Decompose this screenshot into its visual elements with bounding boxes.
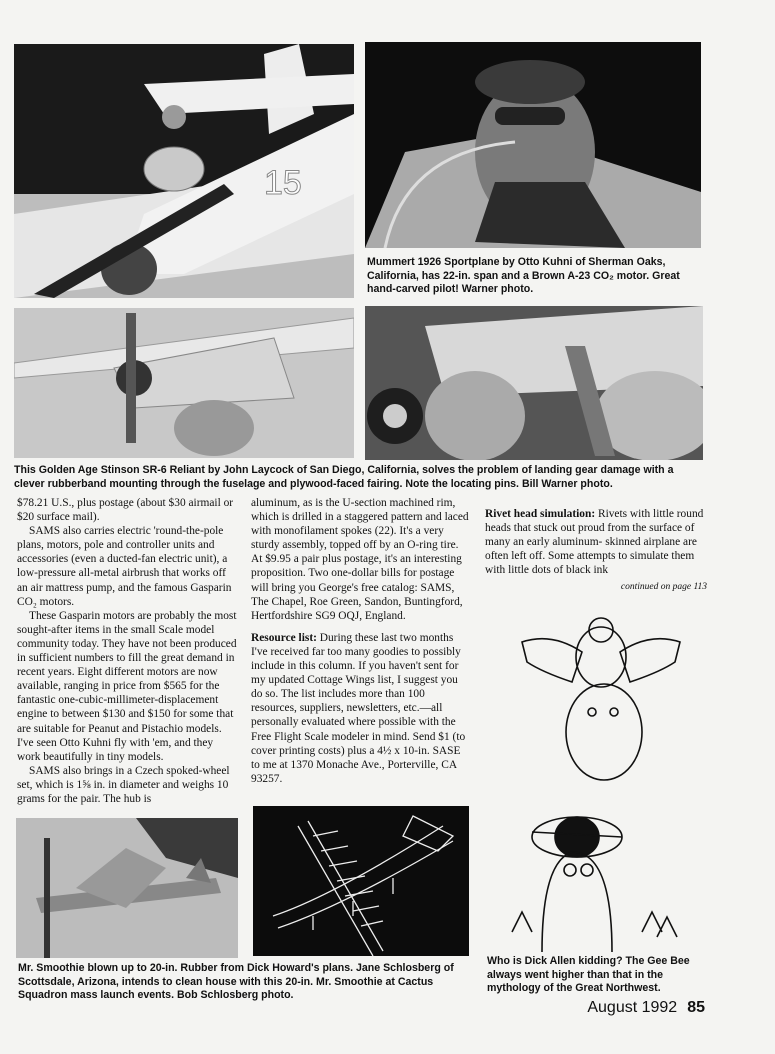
racer-number: 15 <box>264 164 302 202</box>
page-footer <box>587 999 705 1017</box>
photo-model-framework <box>253 806 469 956</box>
paragraph-heading: Resource list: <box>251 631 317 644</box>
caption-stinson: This Golden Age Stinson SR-6 Reliant by John Laycock of San Diego, California, solves the problem of landing gear damage with a clever rubberband mounting through the fuselage and plywood-faced fairing. Note the locating pins. Bill Warner photo. <box>14 464 674 490</box>
paragraph: SAMS also carries electric 'round-the-pole plans, motors, pole and controller units and accessories (even a ducted-fan electric unit), a low-pressure all-metal airbrush that works off an air mattress pump, and the famous Gasparin CO₂ motors. <box>17 525 232 608</box>
cartoon-gee-bee-totem <box>492 612 710 952</box>
text-column-3 <box>485 507 707 595</box>
caption-mummert: Mummert 1926 Sportplane by Otto Kuhni of Sherman Oaks, California, has 22-in. span and a Brown A-23 CO₂ motor. Great hand-carved pilot! Warner photo. <box>367 256 680 295</box>
page-number: 85 <box>687 999 705 1016</box>
caption-mr-smoothie: Mr. Smoothie blown up to 20-in. Rubber from Dick Howard's plans. Jane Schlosberg of Scottsdale, Arizona, intends to clean house with this 20-in. Mr. Smoothie at Cactus Squadron mass launch events. Bob Schlosberg photo. <box>18 962 454 1001</box>
paragraph-heading: Rivet head simulation: <box>485 508 596 520</box>
paragraph: SAMS also brings in a Czech spoked-wheel set, which is 1⅝ in. in diameter and weighs 10 grams for the pair. The hub is <box>17 764 230 805</box>
text-column-1 <box>17 496 239 806</box>
paragraph: These Gasparin motors are probably the most sought-after items in the small Scale model community today. They have not been produced in sufficient numbers to fill the great demand in recent years. Eight different motors are now available, ranging in price from $565 for the fantastic one-cubic-millimeter-displacement engine to between $130 and $150 for some that are suitable for Peanut and Pistachio models. I've seen Otto Kuhni fly with 'em, and they work beautifully in tiny models. <box>17 609 237 763</box>
photo-landing-gear-detail <box>365 306 703 460</box>
paragraph: Resource list: During these last two months I've received far too many goodies to possibly include in this column. If you haven't sent for my updated Cottage Wings list, I suggest you do so. The list includes more than 100 resources, suppliers, newsletters, etc.—all personally evaluated where possible with the Free Flight Scale modeler in mind. Send $1 (to cover printing costs) plus a 4½ x 10-in. SASE to me at 1370 Monache Ave., Porterville, CA 93257. <box>251 631 466 785</box>
continued-note: continued on page 113 <box>620 582 707 593</box>
photo-mr-smoothie <box>16 818 238 958</box>
photo-racer-model <box>14 44 354 298</box>
photo-stinson-model <box>14 308 354 458</box>
photo-pilot-closeup <box>365 42 701 248</box>
paragraph: Rivet head simulation: Rivets with little round heads that stuck out proud from the surface of many an early aluminum- skinned airplane are often left off. Some attempts to simulate them with little dots of black ink <box>485 508 704 577</box>
text-column-2 <box>251 496 471 786</box>
caption-gee-bee: Who is Dick Allen kidding? The Gee Bee always went higher than that in the mythology of the Great Northwest. <box>487 955 690 994</box>
paragraph: $78.21 U.S., plus postage (about $30 airmail or $20 surface mail). <box>17 497 234 524</box>
issue-date: August 1992 <box>587 999 678 1016</box>
paragraph: aluminum, as is the U-section machined rim, which is drilled in a staggered pattern and laced with monofilament spokes (22). It's a very sturdy assembly, topped off by an O-ring tire. At $9.95 a pair plus postage, it's an interesting proposition. Two one-dollar bills for postage will bring you George's free catalog: SAMS, The Chapel, Roe Green, Sandon, Buntingford, Hertfordshire SG9 OQJ, England. <box>251 497 469 622</box>
